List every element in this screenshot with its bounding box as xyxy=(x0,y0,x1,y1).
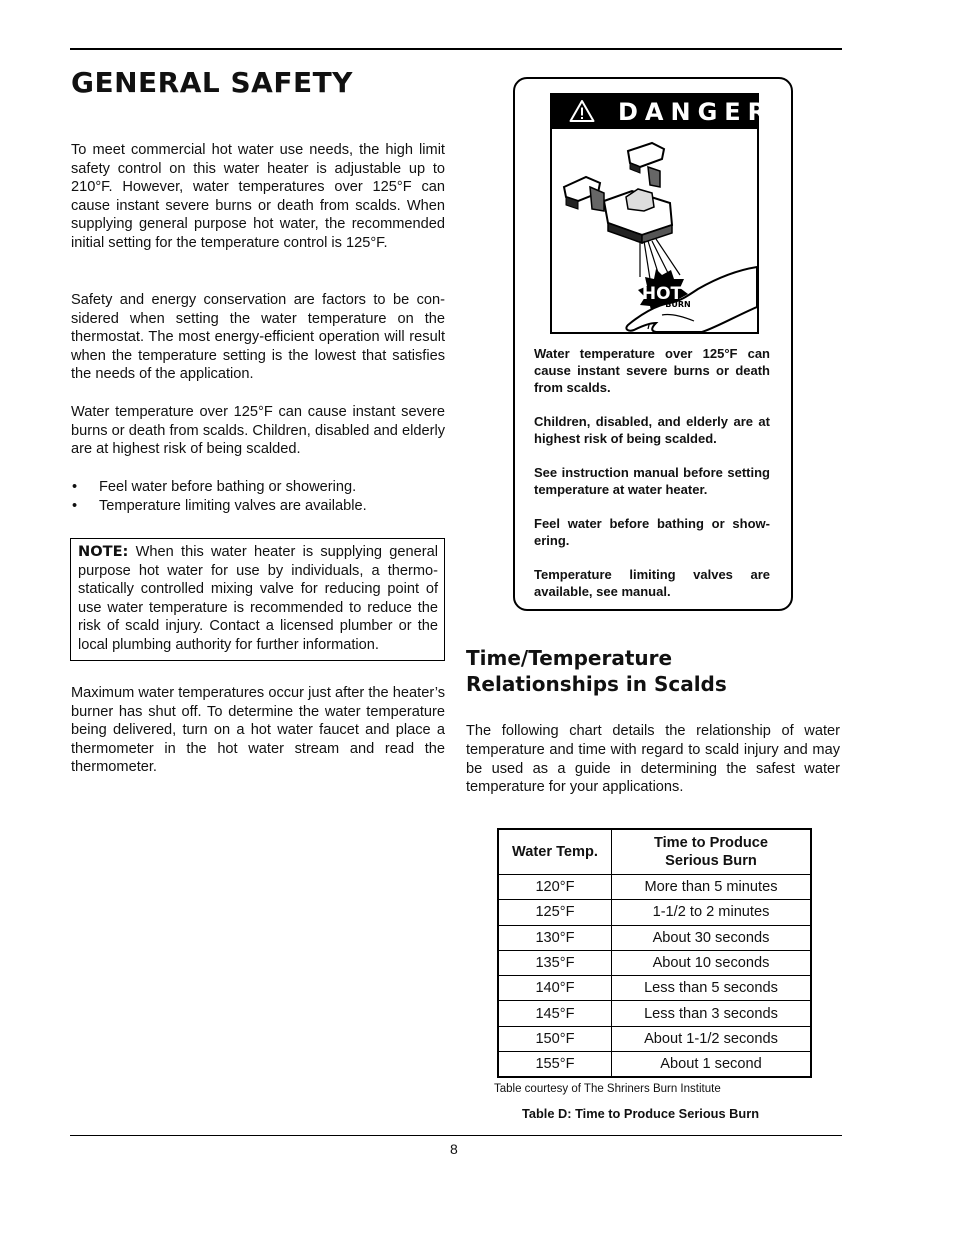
note-text: When this water heater is supplying general purpose hot water for use by individuals, a thermostatically controlled mixing valve for reducing point of use water temperature is recommended to reduce the risk of scald injury. Contact a licensed plumber or the local plumbing authority for further information. xyxy=(78,544,438,653)
page-title: GENERAL SAFETY xyxy=(71,66,353,99)
page-number: 8 xyxy=(450,1141,458,1157)
table-header-row xyxy=(498,829,811,875)
chart-intro-paragraph: The following chart details the relationship of water temperature and time with regard to scald injury and may be used as a guide in determining the safest water temperature for your applications. xyxy=(466,723,840,796)
scald-time-table xyxy=(497,828,812,1078)
intro-paragraph: To meet commercial hot water use needs, the high limit safety control on this water heater is adjustable up to 210°F. However, water temperatures over 125°F can cause instant severe burns or death from scalds. When supplying general purpose hot water, the recommended initial setting for the temperature control is 125°F. xyxy=(71,142,445,251)
table-row xyxy=(498,925,811,950)
time-cell: About 1 second xyxy=(612,1052,812,1078)
danger-line: Water temperature over 125°F can cause instant severe burns or death from scalds. xyxy=(534,346,770,396)
time-cell: About 1-1/2 seconds xyxy=(612,1026,812,1051)
temp-cell: 140°F xyxy=(498,976,612,1001)
table-row xyxy=(498,900,811,925)
temp-cell: 130°F xyxy=(498,925,612,950)
temp-cell: 135°F xyxy=(498,950,612,975)
danger-banner xyxy=(552,95,774,129)
faucet-icon xyxy=(564,143,672,243)
danger-word: DANGER xyxy=(618,98,774,126)
time-cell: About 10 seconds xyxy=(612,950,812,975)
warning-triangle-icon xyxy=(569,99,595,123)
section-heading xyxy=(466,645,727,697)
table-caption: Table D: Time to Produce Serious Burn xyxy=(522,1106,760,1121)
energy-paragraph: Safety and energy conservation are factors to be considered when setting the water temperature on the thermostat. The most energy-efficient operation will result when the temperature setting is the lowest that satisfies the needs of the application. xyxy=(71,292,445,383)
table-row xyxy=(498,976,811,1001)
temp-cell: 145°F xyxy=(498,1001,612,1026)
temp-cell: 155°F xyxy=(498,1052,612,1078)
temp-cell: 150°F xyxy=(498,1026,612,1051)
time-cell: Less than 3 seconds xyxy=(612,1001,812,1026)
danger-frame xyxy=(550,93,774,334)
danger-line: Children, disabled, and elderly are at highest risk of being scalded. xyxy=(534,414,770,447)
scald-illustration xyxy=(552,129,757,332)
header-time-to-burn: Time to Produce Serious Burn xyxy=(612,829,812,875)
note-label: NOTE: xyxy=(78,543,129,560)
scald-risk-paragraph: Water temperature over 125°F can cause instant severe burns or death from scalds. Children, disabled and elderly are at highest risk of being scalded. xyxy=(71,404,445,458)
section-heading-line1: Time/Temperature xyxy=(466,646,673,670)
time-cell: 1-1/2 to 2 minutes xyxy=(612,900,812,925)
time-cell: About 30 seconds xyxy=(612,925,812,950)
header-water-temp: Water Temp. xyxy=(498,829,612,875)
table-row xyxy=(498,1001,811,1026)
danger-text xyxy=(534,345,770,617)
danger-line: See instruction manual before setting temperature at water heater. xyxy=(534,465,770,498)
table-row xyxy=(498,1052,811,1078)
safety-bullet-list xyxy=(71,478,367,516)
hot-label: HOT xyxy=(641,284,683,304)
note-box xyxy=(70,538,445,661)
table-row xyxy=(498,875,811,900)
table-row xyxy=(498,1026,811,1051)
temp-cell: 125°F xyxy=(498,900,612,925)
bottom-rule xyxy=(70,1135,842,1136)
section-heading-line2: Relationships in Scalds xyxy=(466,672,727,696)
time-cell: Less than 5 seconds xyxy=(612,976,812,1001)
danger-warning-card xyxy=(513,77,793,611)
danger-line: Feel water before bathing or showering. xyxy=(534,516,770,549)
burn-label: BURN xyxy=(665,300,691,309)
list-item: • Temperature limiting valves are available. xyxy=(71,497,367,516)
list-item: • Feel water before bathing or showering. xyxy=(71,478,367,497)
temp-cell: 120°F xyxy=(498,875,612,900)
top-rule xyxy=(70,48,842,50)
danger-line: Temperature limiting valves are available, see manual. xyxy=(534,567,770,600)
table-credit: Table courtesy of The Shriners Burn Institute xyxy=(494,1083,721,1095)
time-cell: More than 5 minutes xyxy=(612,875,812,900)
table-row xyxy=(498,950,811,975)
max-temperature-paragraph: Maximum water temperatures occur just after the heater’s burner has shut off. To determine the water temperature being delivered, turn on a hot water faucet and place a thermometer in the hot water stream and read the thermometer. xyxy=(71,685,445,776)
